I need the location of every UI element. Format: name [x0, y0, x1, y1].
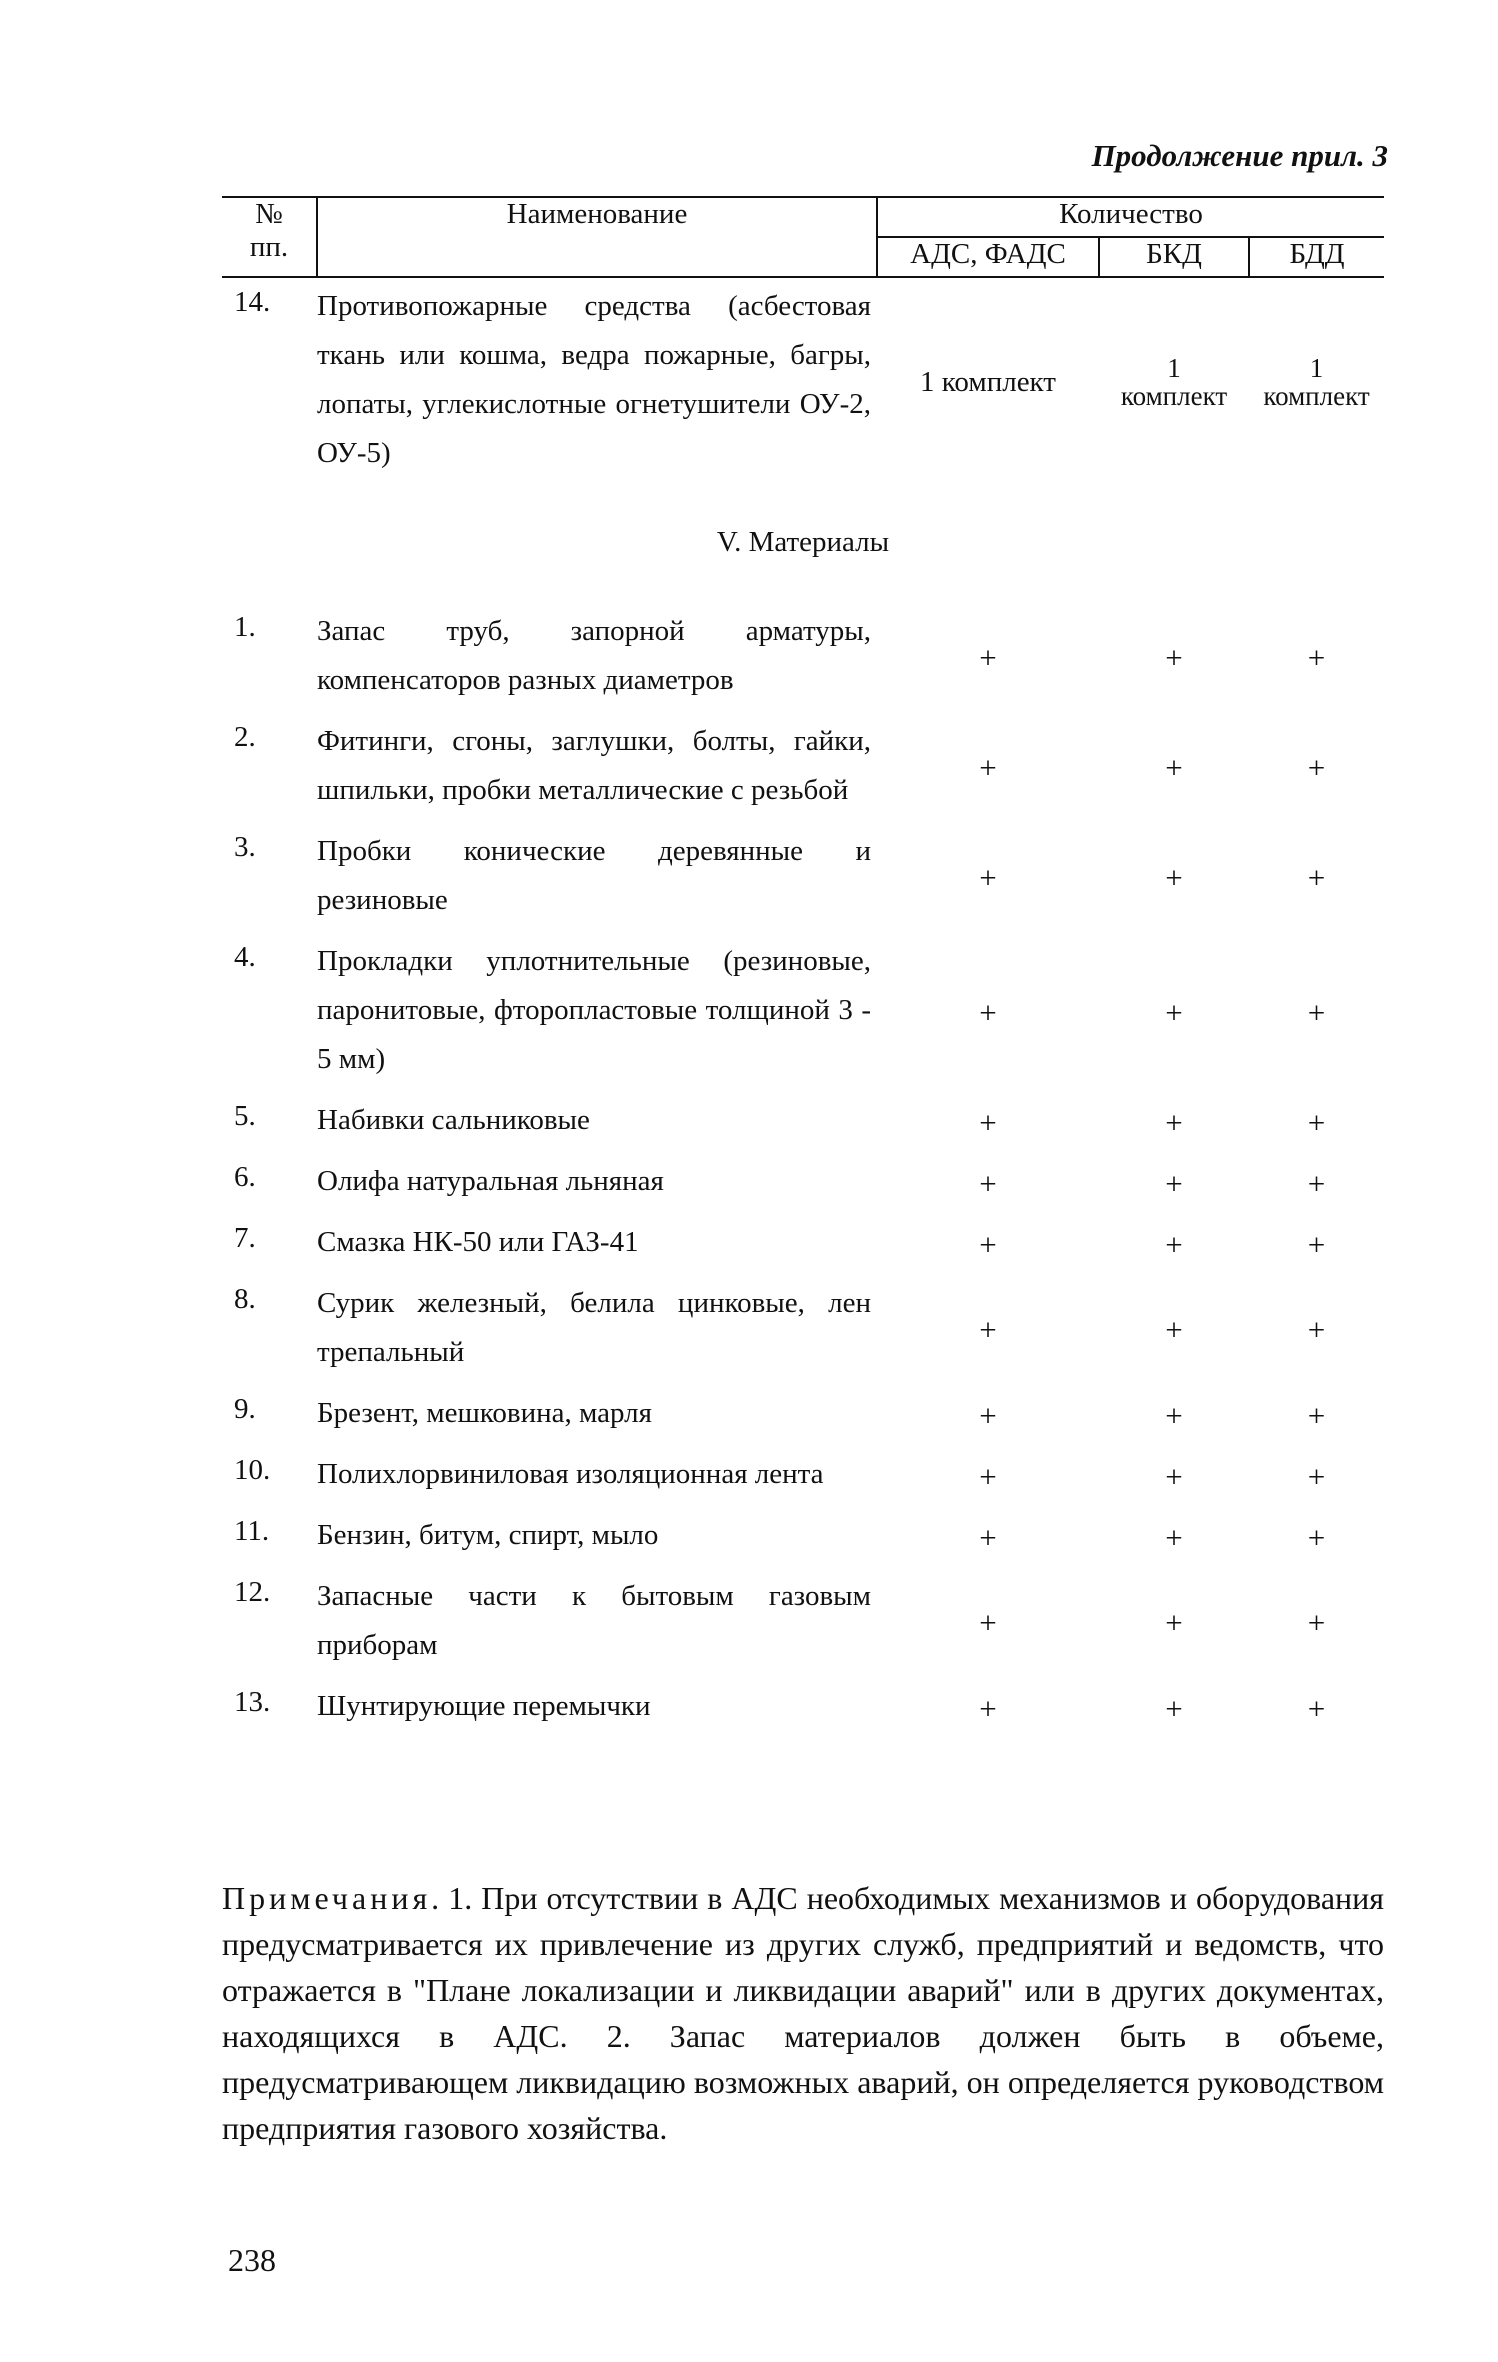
row-number: 1.: [234, 611, 256, 643]
row-bdd: +: [1307, 994, 1326, 1030]
row-bkd: +: [1165, 1458, 1183, 1494]
table-row: [222, 713, 1384, 823]
row-name: Брезент, мешковина, марля: [317, 1397, 652, 1429]
row-bkd: +: [1165, 640, 1183, 675]
row-ads: +: [979, 994, 997, 1030]
materials-table: [222, 196, 1384, 1739]
row-bkd: +: [1165, 1605, 1183, 1640]
row-bdd: +: [1307, 640, 1326, 675]
row-number: 11.: [234, 1515, 270, 1547]
row-ads: +: [979, 1165, 997, 1201]
row-bkd: +: [1165, 1690, 1183, 1726]
table-row: [222, 1153, 1384, 1214]
continuation-label: Продолжение прил. 3: [1091, 138, 1388, 173]
row-number: 4.: [234, 941, 256, 973]
row-name: Противопожарные средства (асбестовая ткань или кошма, ведра пожарные, багры, лопаты, углекислотные огнетушители ОУ-2, ОУ-5): [317, 290, 871, 469]
row-bkd: +: [1165, 1397, 1183, 1433]
row-number: 10.: [234, 1454, 271, 1486]
row-name: Набивки сальниковые: [317, 1104, 590, 1136]
row-bkd: +: [1165, 1104, 1183, 1140]
table-row: [222, 1092, 1384, 1153]
row-ads: +: [979, 750, 997, 785]
row-bkd: +: [1165, 750, 1183, 785]
row-name: Запасные части к бытовым газовым приборам: [317, 1580, 871, 1661]
row-name: Шунтирующие перемычки: [317, 1690, 651, 1722]
row-bkd: +: [1165, 1226, 1183, 1262]
row-bdd: +: [1307, 750, 1326, 785]
table-row: [222, 603, 1384, 713]
row-ads: +: [979, 1104, 997, 1140]
row-number: 2.: [234, 721, 256, 753]
header-name: Наименование: [317, 197, 877, 277]
row-ads: +: [979, 1519, 997, 1555]
notes-label: Примечания: [222, 1880, 432, 1916]
row-bdd: +: [1307, 1690, 1326, 1726]
table-row: [222, 823, 1384, 933]
row-number: 8.: [234, 1283, 256, 1315]
row-number: 6.: [234, 1161, 256, 1193]
row-bdd: +: [1307, 1104, 1326, 1140]
row-name: Пробки конические деревянные и резиновые: [317, 835, 871, 916]
row-bdd: [1249, 277, 1384, 486]
row-name: Полихлорвиниловая изоляционная лента: [317, 1458, 824, 1490]
row-bkd: [1099, 277, 1249, 486]
row-bdd: +: [1307, 860, 1326, 895]
table-row: [222, 1275, 1384, 1385]
row-bdd-count: 1: [1309, 353, 1324, 383]
row-ads: +: [979, 1397, 997, 1433]
header-number-sign: №: [255, 198, 283, 230]
row-bdd: +: [1307, 1312, 1326, 1347]
row-bdd: +: [1307, 1519, 1326, 1555]
notes-paragraph: [222, 1875, 1384, 2151]
row-number: 3.: [234, 831, 256, 863]
row-ads: +: [979, 640, 997, 675]
row-name: Олифа натуральная льняная: [317, 1165, 664, 1197]
header-number-abbr: пп.: [249, 231, 289, 263]
section-heading-row: [222, 486, 1384, 603]
table-row: [222, 277, 1384, 486]
row-bdd: +: [1307, 1397, 1326, 1433]
header-ads: АДС, ФАДС: [877, 237, 1099, 277]
row-number: 9.: [234, 1393, 256, 1425]
table-row: [222, 1507, 1384, 1568]
row-name: Прокладки уплотнительные (резиновые, паронитовые, фторопластовые толщиной 3 - 5 мм): [317, 945, 871, 1075]
row-bkd-count: 1: [1167, 353, 1181, 383]
row-bkd-unit: комплект: [1120, 381, 1228, 411]
row-number: 13.: [234, 1686, 271, 1718]
row-name: Сурик железный, белила цинковые, лен трепальный: [317, 1287, 871, 1368]
table-row: [222, 1568, 1384, 1678]
table-row: [222, 1446, 1384, 1507]
row-number: 12.: [234, 1576, 271, 1608]
section-title: V. Материалы: [716, 526, 890, 558]
row-ads: +: [979, 860, 997, 895]
row-bdd: +: [1307, 1226, 1326, 1262]
row-bkd: +: [1165, 1312, 1183, 1347]
row-bkd: +: [1165, 994, 1183, 1030]
row-bkd: +: [1165, 1519, 1183, 1555]
row-bdd: +: [1307, 1165, 1326, 1201]
row-number: 14.: [234, 286, 271, 318]
table-row: [222, 933, 1384, 1092]
row-number: 7.: [234, 1222, 256, 1254]
row-ads: +: [979, 1226, 997, 1262]
header-bdd: БДД: [1249, 237, 1384, 277]
row-name: Запас труб, запорной арматуры, компенсаторов разных диаметров: [317, 615, 871, 696]
row-ads: +: [979, 1690, 997, 1726]
row-name: Фитинги, сгоны, заглушки, болты, гайки, шпильки, пробки металлические с резьбой: [317, 725, 871, 806]
row-bdd: +: [1307, 1458, 1326, 1494]
table-row: [222, 1214, 1384, 1275]
table-row: [222, 1385, 1384, 1446]
row-bkd: +: [1165, 860, 1183, 895]
row-ads: 1 комплект: [920, 365, 1056, 398]
row-bdd-unit: комплект: [1263, 381, 1370, 411]
notes-text: . 1. При отсутствии в АДС необходимых механизмов и оборудования предусматривается их привлечение из других служб, предприятий и ведомств, что отражается в "Плане локализации и ликвидации аварий" или в других документах, находящихся в АДС. 2. Запас материалов должен быть в объеме, предусматривающем ликвидацию возможных аварий, он определяется руководством предприятия газового хозяйства.: [222, 1880, 1384, 2146]
row-ads: +: [979, 1458, 997, 1494]
table-row: [222, 1678, 1384, 1739]
row-bkd: +: [1165, 1165, 1183, 1201]
row-ads: +: [979, 1312, 997, 1347]
header-quantity: Количество: [877, 197, 1384, 237]
row-name: Смазка НК-50 или ГАЗ-41: [317, 1226, 639, 1258]
header-number: [222, 197, 317, 277]
header-bkd: БКД: [1099, 237, 1249, 277]
row-bdd: +: [1307, 1605, 1326, 1640]
page-number: 238: [228, 2242, 276, 2278]
row-ads: +: [979, 1605, 997, 1640]
row-name: Бензин, битум, спирт, мыло: [317, 1519, 659, 1551]
row-number: 5.: [234, 1100, 256, 1132]
